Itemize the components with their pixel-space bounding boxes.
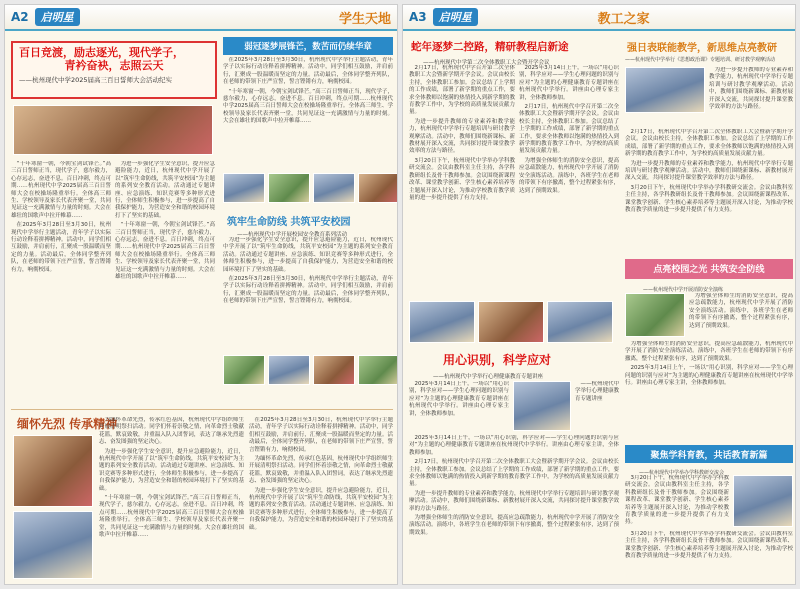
r-story1-text-f: 为增强全体师生的消防安全意识，提高应急疏散能力，杭州现代中学开展了消防安全演练活动。演练中，各班学生在老师的带领下有序撤离，整个过程紧张有序，达到了预期效果。	[519, 157, 619, 194]
r-story1-sub: ——杭州现代中学第二次全体教职工大会暨开学会议	[423, 60, 550, 66]
brand-logo: 启明星	[35, 8, 80, 26]
r-story3-text-e: 为增强全体师生的消防安全意识，提高应急疏散能力，杭州现代中学开展了消防安全演练活动。演练中，各班学生在老师的带领下有序撤离，整个过程紧张有序，达到了预期效果。	[409, 515, 619, 536]
r-story1-text-e: 2月17日，杭州现代中学召开第二次全体教职工大会暨新学期开学会议。会议由校长主持，全体教职工参加。会议总结了上学期的工作成绩，部署了新学期的重点工作，要求全体教师以饱满的热情投入到新学期的教育教学工作中，为学校的高质量发展贡献力量。	[519, 104, 619, 155]
r-story2-text: 为进一步提升教师的专业素养和教学能力，杭州现代中学举行专题培训与研讨教学观摩活动。活动中，教师们围绕新课标、新教材展开深入交流，共同探讨提升课堂教学效率的方法与路径。	[709, 67, 793, 111]
page-header	[5, 5, 397, 31]
story1-text: 在2025年3月28日至3月30日，杭州现代中学举行主题活动，青年学子以实际行动诠释着拼搏精神。活动中，同学们相互鼓励，并肩前行，汇聚成一股温暖而坚定的力量。活动最后，全体同学整齐列队，在老师的带领下庄严宣誓，誓言铿锵有力，响彻校园。	[223, 57, 393, 86]
r-story1-col1	[409, 65, 515, 295]
r-story5-body-a	[625, 475, 729, 527]
r-story2-photo	[625, 67, 705, 113]
r-story3-photo	[513, 381, 571, 431]
r-story1-text-b: 为进一步提升教师的专业素养和教学能力，杭州现代中学举行专题培训与研讨教学观摩活动。活动中，教师们围绕新课标、新教材展开深入交流，共同探讨提升课堂教学效率的方法与路径。	[409, 118, 515, 155]
r-story5-sub: ——杭州现代中学举办学科教研交流会	[639, 470, 725, 476]
r-story2-sub: ——杭州现代中学举行《思想政治课》专题培训、研讨教学观摩活动	[625, 57, 776, 63]
story1-photo	[358, 173, 398, 203]
r-story5-text: 3月20日下午，杭州现代中学举办学科教研交流会。会议由教科室主任主持，各学科教研组长及骨干教师参加。会议围绕新课程改革、课堂教学创新、学生核心素养培养等主题展开深入讨论，为推动学校教育教学质量的进一步提升提供了有力支持。	[625, 475, 729, 526]
section-divider	[11, 409, 393, 410]
r-story1-photo-strip	[409, 301, 613, 343]
headline-sub: ——杭州现代中学2025届高三百日誓师大会活动纪实	[19, 76, 173, 85]
r-story2-body-b	[625, 129, 793, 253]
intro-article-col2	[115, 161, 215, 401]
story3-text-extra: 为进一步强化学生安全意识，提升应急避险能力，近日，杭州现代中学开展了以“筑牢生命防线，共筑平安校园”为主题的系列安全教育活动。活动通过专题讲座、应急演练、知识竞赛等多种形式进行，全体师生积极参与，进一步提高了自我保护能力，为营造安全和谐的校园环境打下了坚实的基础。	[99, 448, 244, 492]
r-story4-text: 为增强全体师生的消防安全意识，提高应急疏散能力，杭州现代中学开展了消防安全演练活动。演练中，各班学生在老师的带领下有序撤离，整个过程紧张有序，达到了预期效果。	[689, 293, 793, 329]
story3-photo	[13, 435, 93, 507]
r-story3-title: 用心识别，科学应对	[443, 353, 552, 367]
story2-text-extra: 在2025年3月28日至3月30日，杭州现代中学举行主题活动，青年学子以实际行动诠释着拼搏精神。活动中，同学们相互鼓励，并肩前行，汇聚成一股温暖而坚定的力量。活动最后，全体同学整齐列队，在老师的带领下庄严宣誓，誓言铿锵有力，响彻校园。	[223, 276, 393, 305]
page-number: A2	[11, 10, 29, 24]
story1-text-extra: “十年寒窗一朝，今朝宝剑试锋芒。”高三百日誓师正当，现代学子，慈尔毅力，心存远志，奋进不息。百日冲刺，终点可期……杭州现代中学2025届高三百日誓师大会在校操场隆重举行。全体高三师生、学校领导及家长代表齐聚一堂，共同见证这一充满激情与力量的时刻。大会在雄壮的国歌声中拉开帷幕……	[223, 88, 393, 125]
r-story4-title: 点亮校园之光 共筑安全防线	[625, 259, 793, 279]
r-story3-body-side	[575, 381, 619, 431]
story1-photo	[313, 173, 355, 203]
r-story1-text-d: 2025年3月14日上午，一场以“用心识别，科学应对——学生心理问题的识别与应对”为主题的心理健康教育专题讲座在杭州现代中学举行。讲座由心理专家主讲，全体教师参加。	[519, 65, 619, 101]
r-story3-text-c: 2月17日，杭州现代中学召开第二次全体教职工大会暨新学期开学会议。会议由校长主持，全体教职工参加。会议总结了上学期的工作成绩，部署了新学期的重点工作，要求全体教师以饱满的热情投入到新学期的教育教学工作中，为学校的高质量发展贡献力量。	[409, 459, 619, 488]
story3-body-col2	[249, 417, 393, 583]
r-story5-title: 聚焦学科育教，共话教育新篇	[625, 445, 793, 463]
page-header	[403, 5, 795, 31]
r-story2-title: 强日表联能教学，新思维点亮教研	[627, 43, 777, 54]
r-story4-body-a	[689, 293, 793, 337]
story3-text-extra2: “十年寒窗一朝，今朝宝剑试锋芒。”高三百日誓师正当，现代学子，慈尔毅力，心存远志，奋进不息。百日冲刺，终点可期……杭州现代中学2025届高三百日誓师大会在校操场隆重举行。全体高三师生、学校领导及家长代表齐聚一堂，共同见证这一充满激情与力量的时刻。大会在雄壮的国歌声中拉开帷幕……	[99, 495, 244, 539]
story2-photo	[313, 355, 355, 385]
story3-text-col2c: 为进一步强化学生安全意识，提升应急避险能力，近日，杭州现代中学开展了以“筑牢生命防线，共筑平安校园”为主题的系列安全教育活动。活动通过专题讲座、应急演练、知识竞赛等多种形式进行，全体师生积极参与，进一步提高了自我保护能力，为营造安全和谐的校园环境打下了坚实的基础。	[249, 487, 393, 531]
story3-text: 为缅怀革命先烈，传承红色基因，杭州现代中学组织师生开展清明祭扫活动。同学们怀着崇敬之情，向革命烈士敬献花篮，默哀致敬，并重温入队入团誓词，表达了继承先烈遗志、奋发图强的坚定决心。	[99, 417, 244, 446]
r-story3-text: 2025年3月14日上午，一场以“用心识别，科学应对——学生心理问题的识别与应对”为主题的心理健康教育专题讲座在杭州现代中学举行。讲座由心理专家主讲，全体教师参加。	[409, 381, 509, 417]
story2-photo	[358, 355, 398, 385]
section-title: 学生天地	[338, 11, 391, 27]
r-story2-text-b: 2月17日，杭州现代中学召开第二次全体教职工大会暨新学期开学会议。会议由校长主持，全体教职工参加。会议总结了上学期的工作成绩，部署了新学期的重点工作，要求全体教师以饱满的热情投入到新学期的教育教学工作中，为学校的高质量发展贡献力量。	[625, 129, 793, 158]
intro-text-col2b: “十年寒窗一朝，今朝宝剑试锋芒。”高三百日誓师正当，现代学子，慈尔毅力，心存远志，奋进不息。百日冲刺，终点可期……杭州现代中学2025届高三百日誓师大会在校操场隆重举行。全体高三师生、学校领导及家长代表齐聚一堂，共同见证这一充满激情与力量的时刻。大会在雄壮的国歌声中拉开帷幕……	[115, 222, 215, 281]
headline-line1: 百日竞渡，励志逐光，现代学子，	[19, 46, 184, 59]
main-headline-box	[11, 41, 217, 99]
story1-photo	[223, 173, 265, 203]
r-story4-photo	[625, 293, 685, 337]
r-story3-body-b	[409, 435, 619, 581]
r-story4-text-c: 2025年3月14日上午，一场以“用心识别，科学应对——学生心理问题的识别与应对”为主题的心理健康教育专题讲座在杭州现代中学举行。讲座由心理专家主讲，全体教师参加。	[625, 365, 793, 387]
story2-photo-strip	[223, 355, 398, 385]
r-story3-sub: ——杭州现代中学举行心理健康教育专题讲座	[433, 374, 544, 380]
section-title: 教工之家	[597, 11, 650, 27]
story3-body-col1	[99, 417, 244, 583]
story1-photo	[268, 173, 310, 203]
story3-photo-2	[13, 511, 93, 579]
ceremony-photo	[13, 105, 213, 155]
r-story1-title: 蛇年逐梦二控路，精研教程启新途	[411, 41, 569, 53]
story3-title: 缅怀先烈 传承精神	[17, 417, 118, 431]
headline-line2: 青衿奋袂，志照云天	[64, 58, 164, 72]
story3-text-col2: 在2025年3月28日至3月30日，杭州现代中学举行主题活动，青年学子以实际行动诠释着拼搏精神。活动中，同学们相互鼓励，并肩前行，汇聚成一股温暖而坚定的力量。活动最后，全体同学整齐列队，在老师的带领下庄严宣誓，誓言铿锵有力，响彻校园。	[249, 417, 393, 453]
r-story1-text-c: 3月20日下午，杭州现代中学举办学科教研交流会。会议由教科室主任主持，各学科教研组长及骨干教师参加。会议围绕新课程改革、课堂教学创新、学生核心素养培养等主题展开深入讨论，为推动学校教育教学质量的进一步提升提供了有力支持。	[409, 157, 515, 201]
story1-title: 弱冠逐梦展锋芒，数苦而仍续华章	[223, 37, 393, 55]
r-story4-body-b	[625, 341, 793, 441]
story2-text: 为进一步强化学生安全意识，提升应急避险能力，近日，杭州现代中学开展了以“筑牢生命防线，共筑平安校园”为主题的系列安全教育活动。活动通过专题讲座、应急演练、知识竞赛等多种形式进行，全体师生积极参与，进一步提高了自我保护能力，为营造安全和谐的校园环境打下了坚实的基础。	[223, 237, 393, 273]
r-story2-text-d: 3月20日下午，杭州现代中学举办学科教研交流会。会议由教科室主任主持，各学科教研组长及骨干教师参加。会议围绕新课程改革、课堂教学创新、学生核心素养培养等主题展开深入讨论，为推动学校教育教学质量的进一步提升提供了有力支持。	[625, 184, 793, 214]
r-story1-photo	[409, 301, 475, 343]
page-number: A3	[409, 10, 427, 24]
r-story3-text-d: 为进一步提升教师的专业素养和教学能力，杭州现代中学举行专题培训与研讨教学观摩活动。活动中，教师们围绕新课标、新教材展开深入交流，共同探讨提升课堂教学效率的方法与路径。	[409, 490, 619, 512]
r-story3-text-b: 2025年3月14日上午，一场以“用心识别，科学应对——学生心理问题的识别与应对”为主题的心理健康教育专题讲座在杭州现代中学举行。讲座由心理专家主讲，全体教师参加。	[409, 435, 619, 456]
r-story4-text-b: 为增强全体师生的消防安全意识，提高应急疏散能力，杭州现代中学开展了消防安全演练活动。演练中，各班学生在老师的带领下有序撤离，整个过程紧张有序，达到了预期效果。	[625, 341, 793, 362]
r-story1-text: 2月17日，杭州现代中学召开第二次全体教职工大会暨新学期开学会议。会议由校长主持，全体教职工参加。会议总结了上学期的工作成绩，部署了新学期的重点工作，要求全体教师以饱满的热情投入到新学期的教育教学工作中，为学校的高质量发展贡献力量。	[409, 65, 515, 116]
brand-logo: 启明星	[433, 8, 478, 26]
story2-sub: ——杭州现代中学开展校园安全教育系列活动	[237, 232, 348, 238]
page-left	[4, 4, 398, 585]
r-story4-sub: ——杭州现代中学开展消防安全演练	[643, 287, 724, 293]
intro-article-col1	[11, 161, 111, 401]
intro-text-col2: 为进一步强化学生安全意识，提升应急避险能力，近日，杭州现代中学开展了以“筑牢生命防线，共筑平安校园”为主题的系列安全教育活动。活动通过专题讲座、应急演练、知识竞赛等多种形式进行，全体师生积极参与，进一步提高了自我保护能力，为营造安全和谐的校园环境打下了坚实的基础。	[115, 161, 215, 219]
r-story5-text-b: 3月20日下午，杭州现代中学举办学科教研交流会。会议由教科室主任主持，各学科教研组长及骨干教师参加。会议围绕新课程改革、课堂教学创新、学生核心素养培养等主题展开深入讨论，为推动学校教育教学质量的进一步提升提供了有力支持。	[625, 531, 793, 560]
r-story2-text-c: 为进一步提升教师的专业素养和教学能力，杭州现代中学举行专题培训与研讨教学观摩活动。活动中，教师们围绕新课标、新教材展开深入交流，共同探讨提升课堂教学效率的方法与路径。	[625, 160, 793, 182]
story2-photo	[223, 355, 265, 385]
r-story3-text-side: ——杭州现代中学举行心理健康教育专题讲座	[575, 381, 619, 402]
story2-photo	[268, 355, 310, 385]
page-right	[402, 4, 796, 585]
r-story1-photo	[547, 301, 613, 343]
r-story1-col2	[519, 65, 619, 295]
r-story2-body-a	[709, 67, 793, 127]
story2-title: 筑牢生命防线 共筑平安校园	[227, 217, 351, 228]
story1-photo-strip	[223, 173, 398, 203]
r-story5-body-b	[625, 531, 793, 581]
r-story5-photo	[733, 475, 793, 527]
story3-text-col2b: 为缅怀革命先烈，传承红色基因，杭州现代中学组织师生开展清明祭扫活动。同学们怀着崇敬之情，向革命烈士敬献花篮，默哀致敬，并重温入队入团誓词，表达了继承先烈遗志、奋发图强的坚定决心。	[249, 456, 393, 485]
intro-text: “十年寒窗一朝，今朝宝剑试锋芒。”高三百日誓师正当，现代学子，慈尔毅力，心存远志，奋进不息。百日冲刺，终点可期……杭州现代中学2025届高三百日誓师大会在校操场隆重举行。全体高三师生、学校领导及家长代表齐聚一堂，共同见证这一充满激情与力量的时刻。大会在雄壮的国歌声中拉开帷幕……	[11, 161, 111, 219]
r-story3-body-a	[409, 381, 509, 431]
r-story1-photo	[478, 301, 544, 343]
intro-text-cont: 在2025年3月28日至3月30日，杭州现代中学举行主题活动，青年学子以实际行动诠释着拼搏精神。活动中，同学们相互鼓励，并肩前行，汇聚成一股温暖而坚定的力量。活动最后，全体同学整齐列队，在老师的带领下庄严宣誓，誓言铿锵有力，响彻校园。	[11, 222, 111, 273]
story1-body	[223, 57, 393, 157]
